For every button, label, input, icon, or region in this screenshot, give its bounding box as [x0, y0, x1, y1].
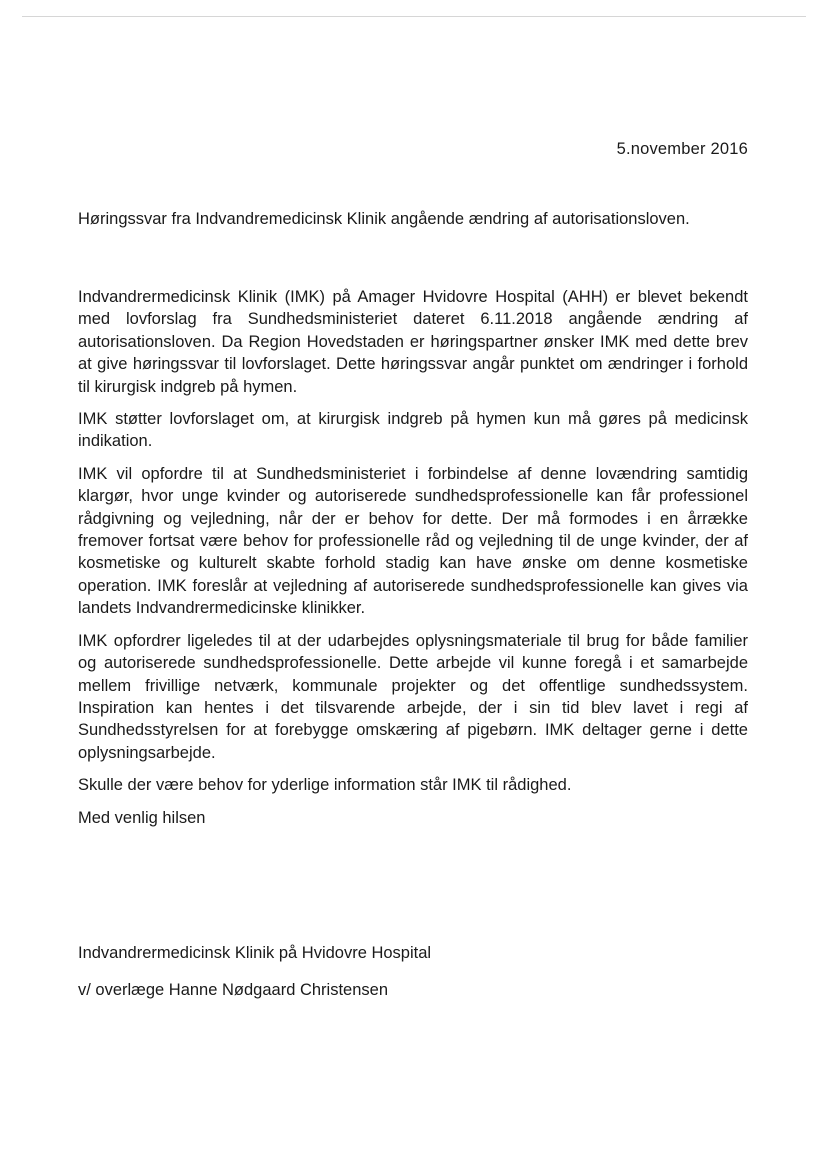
- paragraph-information-material: IMK opfordrer ligeledes til at der udarbejdes oplysningsmateriale til brug for både familier og autoriserede sundhedsprofessionelle. Dette arbejde vil kunne foregå i et samarbejde mellem frivillige netværk, kommunale projekter og det offentlige sundhedssystem. Inspiration kan hentes i det tilsvarende arbejde, der i sin tid blev lavet i regi af Sundhedsstyrelsen for at forebygge omskæring af pigebørn. IMK deltager gerne i dette oplysningsarbejde.: [78, 631, 748, 762]
- signature-name: v/ overlæge Hanne Nødgaard Christensen: [78, 981, 388, 999]
- letter-date: 5.november 2016: [616, 140, 748, 158]
- paragraph-guidance: IMK vil opfordre til at Sundhedsministeriet i forbindelse af denne lovændring samtidig klargør, hvor unge kvinder og autoriserede sundhedsprofessionelle kan får professionel rådgivning og vejledning, når der er behov for dette. Der må formodes i en årrække fremover fortsat være behov for professionelle råd og vejledning til de unge kvinder, der af kosmetiske og kulturelt skabte forhold stadig kan have ønske om denne kosmetiske operation. IMK foreslår at vejledning af autoriserede sundhedsprofessionelle kan gives via landets Indvandrermedicinske klinikker.: [78, 464, 748, 618]
- paragraph-intro: Indvandrermedicinsk Klinik (IMK) på Amager Hvidovre Hospital (AHH) er blevet bekendt med lovforslag fra Sundhedsministeriet dateret 6.11.2018 angående ændring af autorisationsloven. Da Region Hovedstaden er høringspartner ønsker IMK med dette brev at give høringssvar til lovforslaget. Dette høringssvar angår punktet om ændringer i forhold til kirurgisk indgreb på hymen.: [78, 288, 748, 396]
- letter-body: [78, 286, 748, 829]
- paragraph-support: IMK støtter lovforslaget om, at kirurgisk indgreb på hymen kun må gøres på medicinsk indikation.: [78, 410, 748, 451]
- letter-page: [78, 0, 748, 1169]
- paragraph-contact: Skulle der være behov for yderlige information står IMK til rådighed.: [78, 776, 572, 795]
- letter-closing: Med venlig hilsen: [78, 808, 206, 827]
- signature-organization: Indvandrermedicinsk Klinik på Hvidovre Hospital: [78, 944, 432, 962]
- letter-subject: Høringssvar fra Indvandremedicinsk Klinik angående ændring af autorisationsloven.: [78, 210, 690, 228]
